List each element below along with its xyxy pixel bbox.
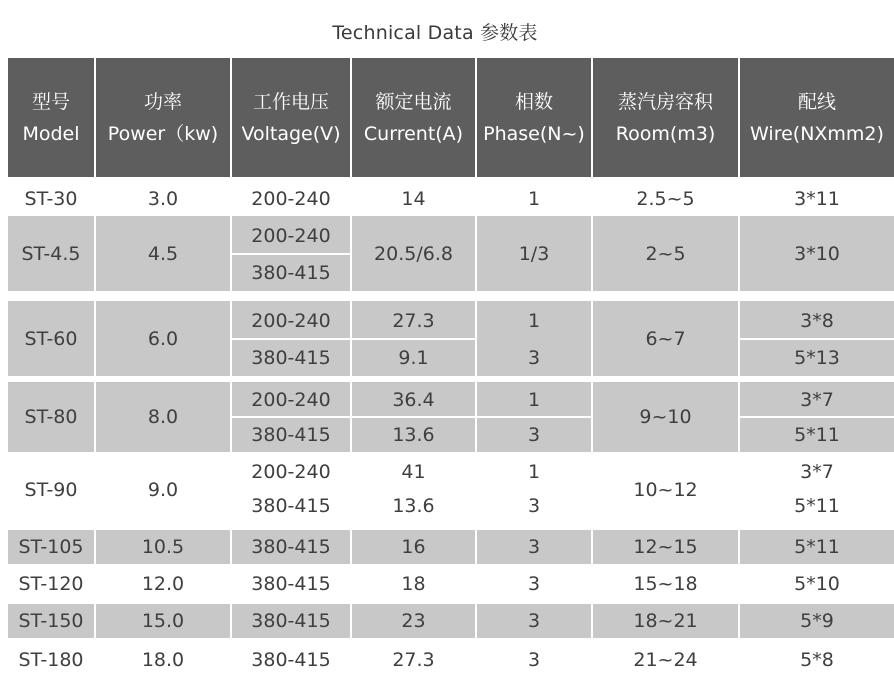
cell-wire: 5*10 <box>794 573 840 595</box>
cell-current: 9.1 <box>398 346 429 369</box>
header-wire-en: Wire(NXmm2) <box>750 122 884 145</box>
header-model-en: Model <box>22 122 80 145</box>
cell-phase: 3 <box>527 610 541 632</box>
cell-room: 10~12 <box>633 479 698 501</box>
cell-room: 18~21 <box>633 610 698 632</box>
cell-power: 18.0 <box>141 649 185 671</box>
cell-room: 2~5 <box>645 242 686 265</box>
cell-phase: 3 <box>527 495 541 517</box>
cell-model: ST-120 <box>18 573 84 595</box>
cell-current: 13.6 <box>392 495 435 517</box>
header-power <box>96 58 230 177</box>
cell-phase: 1 <box>527 389 541 411</box>
header-room-en: Room(m3) <box>615 122 716 145</box>
cell-voltage: 380-415 <box>251 536 331 558</box>
cell-current: 41 <box>401 461 426 483</box>
cell-room: 2.5~5 <box>636 188 695 210</box>
cell-current: 13.6 <box>392 423 435 446</box>
cell-voltage: 380-415 <box>251 573 331 595</box>
cell-phase: 3 <box>527 536 541 558</box>
cell-voltage: 200-240 <box>251 389 331 411</box>
header-current-en: Current(A) <box>363 122 464 145</box>
cell-voltage: 380-415 <box>251 649 331 671</box>
cell-power: 9.0 <box>147 479 179 501</box>
cell-phase: 1 <box>527 309 541 332</box>
header-model-cn: 型号 <box>31 90 70 113</box>
cell-model: ST-60 <box>24 327 78 350</box>
cell-model: ST-30 <box>24 188 78 210</box>
header-current <box>352 58 475 177</box>
cell-current: 20.5/6.8 <box>374 242 453 265</box>
cell-current: 27.3 <box>392 649 435 671</box>
header-model <box>8 58 94 177</box>
cell-voltage: 200-240 <box>251 309 331 332</box>
cell-voltage: 200-240 <box>251 188 331 210</box>
header-wire-cn: 配线 <box>797 90 836 113</box>
cell-room: 6~7 <box>645 327 686 350</box>
header-voltage <box>232 58 350 177</box>
cell-phase: 3 <box>527 573 541 595</box>
cell-model: ST-80 <box>24 406 78 428</box>
cell-wire: 5*11 <box>794 495 840 517</box>
cell-current: 36.4 <box>392 389 435 411</box>
cell-room: 15~18 <box>633 573 698 595</box>
cell-wire: 3*7 <box>800 389 834 411</box>
header-voltage-cn: 工作电压 <box>252 90 329 113</box>
cell-model: ST-105 <box>18 536 84 558</box>
cell-phase: 3 <box>527 649 541 671</box>
cell-wire: 5*9 <box>800 610 834 632</box>
cell-power: 8.0 <box>147 406 179 428</box>
cell-voltage: 380-415 <box>251 423 331 446</box>
cell-room: 12~15 <box>633 536 698 558</box>
cell-power: 10.5 <box>141 536 185 558</box>
cell-phase: 1 <box>527 188 541 210</box>
cell-current: 18 <box>401 573 426 595</box>
cell-power: 15.0 <box>141 610 185 632</box>
header-voltage-en: Voltage(V) <box>241 122 341 145</box>
header-room <box>593 58 738 177</box>
cell-room: 21~24 <box>633 649 698 671</box>
header-phase <box>477 58 591 177</box>
header-power-en: Power（kw) <box>107 122 219 145</box>
cell-current: 27.3 <box>392 309 435 332</box>
cell-model: ST-150 <box>18 610 84 632</box>
cell-current: 23 <box>401 610 426 632</box>
cell-current: 16 <box>401 536 426 558</box>
cell-wire: 5*8 <box>800 649 834 671</box>
header-current-cn: 额定电流 <box>375 90 452 113</box>
cell-wire: 3*8 <box>800 309 834 332</box>
cell-power: 12.0 <box>141 573 185 595</box>
header-phase-cn: 相数 <box>514 90 553 113</box>
cell-phase: 3 <box>527 346 541 369</box>
cell-wire: 5*11 <box>794 536 840 558</box>
header-phase-en: Phase(N~) <box>483 122 585 145</box>
cell-room: 9~10 <box>639 406 692 428</box>
cell-phase: 1/3 <box>518 242 550 265</box>
cell-phase: 3 <box>527 423 541 446</box>
cell-wire: 3*11 <box>794 188 840 210</box>
cell-phase: 1 <box>527 461 541 483</box>
cell-current: 14 <box>401 188 426 210</box>
cell-voltage: 380-415 <box>251 261 331 284</box>
cell-model: ST-4.5 <box>21 242 81 265</box>
header-power-cn: 功率 <box>143 90 182 113</box>
cell-voltage: 380-415 <box>251 495 331 517</box>
table-title: Technical Data 参数表 <box>332 22 538 44</box>
cell-voltage: 200-240 <box>251 461 331 483</box>
cell-voltage: 200-240 <box>251 224 331 247</box>
cell-wire: 3*7 <box>800 461 834 483</box>
cell-model: ST-90 <box>24 479 78 501</box>
cell-wire: 5*13 <box>794 346 840 369</box>
cell-voltage: 380-415 <box>251 346 331 369</box>
cell-power: 6.0 <box>147 327 179 350</box>
cell-power: 4.5 <box>147 242 179 265</box>
cell-voltage: 380-415 <box>251 610 331 632</box>
cell-wire: 3*10 <box>794 242 840 265</box>
cell-power: 3.0 <box>147 188 179 210</box>
header-room-cn: 蒸汽房容积 <box>617 90 713 113</box>
cell-wire: 5*11 <box>794 423 840 446</box>
header-wire <box>740 58 894 177</box>
cell-model: ST-180 <box>18 649 84 671</box>
